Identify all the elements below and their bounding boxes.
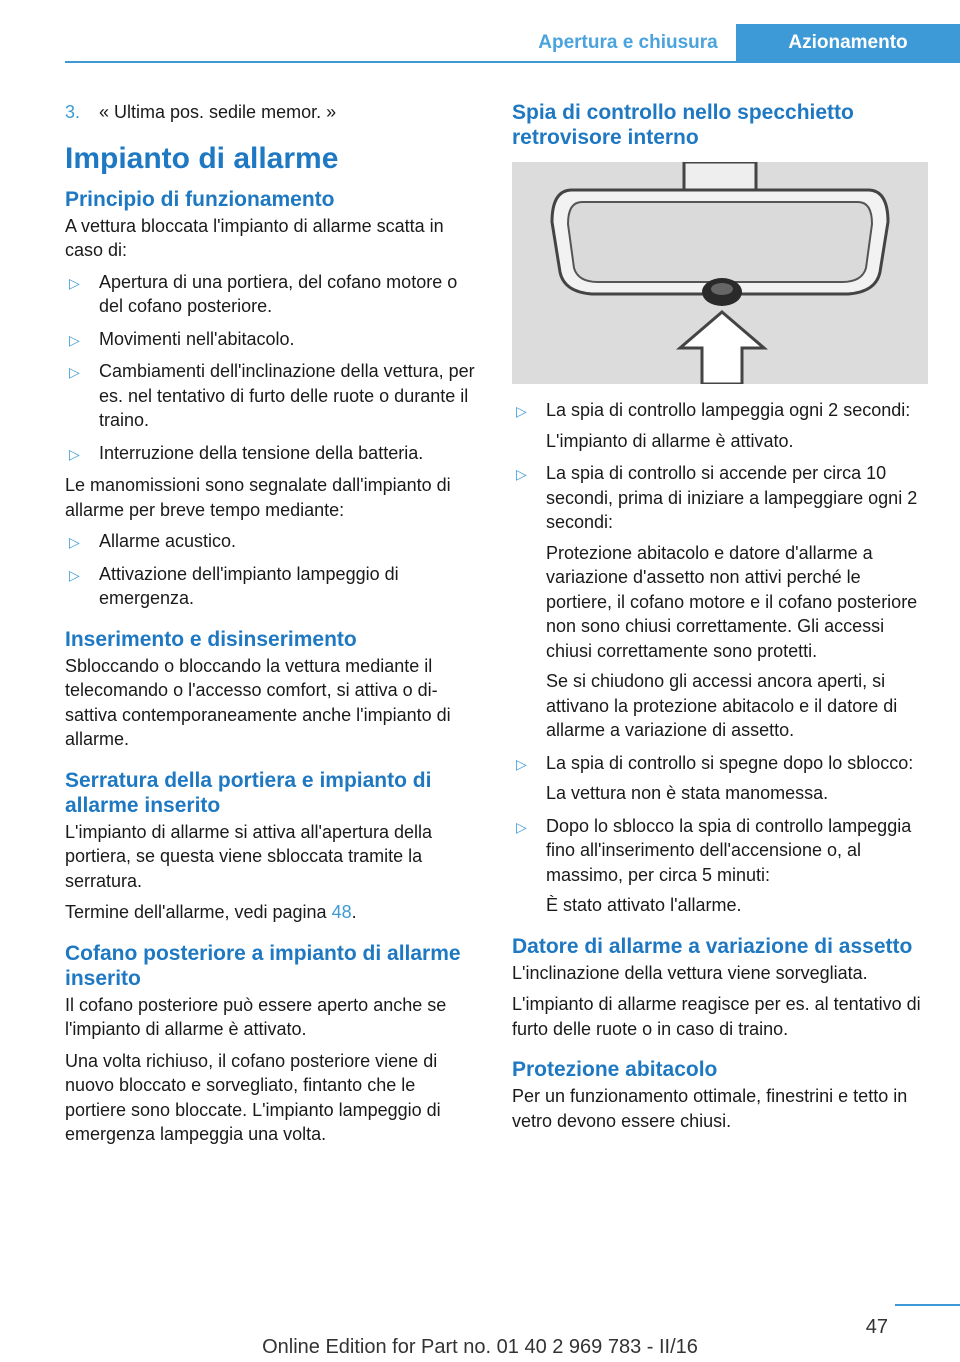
right-column (512, 100, 928, 1140)
list-item-3 (65, 100, 480, 125)
spia-bullets (512, 398, 928, 918)
list-item: ▷ La spia di controllo lampeggia ogni 2 secondi: L'impianto di allarme è attivato. (516, 400, 911, 451)
list-number: 3. (65, 102, 81, 122)
header-chapter-tab[interactable]: Azionamento (736, 24, 960, 61)
triangle-right-outline-icon: ▷ (69, 331, 80, 348)
triangle-right-outline-icon: ▷ (69, 274, 80, 291)
mirror-icon (512, 162, 928, 384)
protezione-text: Per un funzionamento ottimale, finestrini e tetto in vetro devono essere chiusi. (512, 1086, 908, 1131)
datore-text2: L'impianto di allarme reagisce per es. al tentativo di furto delle ruote o in caso di traino. (512, 994, 921, 1039)
triangle-right-outline-icon: ▷ (516, 403, 527, 419)
list-item: ▷ La spia di controllo si spegne dopo lo sblocco: La vettura non è stata manomessa. (516, 752, 914, 803)
footer-rule (895, 1304, 960, 1306)
section-title: Impianto di allarme (65, 141, 339, 175)
principio-bullets2 (65, 529, 480, 611)
list-item: ▷ Attivazione dell'impianto lampeggio di emergenza. (69, 563, 399, 608)
page-link[interactable]: 48 (331, 902, 352, 922)
list-item: ▷ Cambiamenti dell'inclinazione della vettura, per es. nel tentativo di furto delle ruote o durante il traino. (69, 361, 475, 430)
principio-intro: A vettura bloccata l'impianto di allarme scatta in caso di: (65, 215, 444, 260)
heading-spia: Spia di controllo nello specchietto retrovisore interno (512, 101, 854, 149)
inserimento-text: Sbloccando o bloccando la vettura mediante il telecomando o l'accesso comfort, si attiva o disattiva contemporaneamente anche l'impianto di allarme. (65, 655, 451, 749)
triangle-right-outline-icon: ▷ (516, 755, 527, 772)
triangle-right-outline-icon: ▷ (69, 566, 80, 583)
serratura-ref: Termine dell'allarme, vedi pagina 48. (65, 902, 357, 922)
principio-para2: Le manomissioni sono segnalate dall'impianto di allarme per breve tempo mediante: (65, 475, 451, 520)
heading-protezione: Protezione abitacolo (512, 1058, 718, 1081)
list-item: ▷ Apertura di una portiera, del cofano motore o del cofano posteriore. (69, 271, 458, 316)
heading-datore: Datore di allarme a variazione di assetto (512, 934, 913, 958)
left-column (65, 100, 480, 1154)
list-item: ▷ Allarme acustico. (65, 529, 480, 554)
triangle-right-outline-icon: ▷ (516, 818, 527, 835)
page-number: 47 (865, 1316, 888, 1338)
cofano-text1: Il cofano posteriore può essere aperto anche se l'impianto di allarme è attivato. (65, 994, 447, 1039)
list-item: ▷ Dopo lo sblocco la spia di controllo lampeggia fino all'inserimento dell'accensione o, al massimo, per circa 5 minuti: È stato attivato l'allarme. (516, 815, 912, 915)
principio-bullets (65, 270, 480, 466)
header-rule (65, 61, 960, 63)
header-section-tab[interactable]: Apertura e chiusura (538, 31, 718, 53)
rearview-mirror-illustration (512, 162, 928, 384)
heading-serratura: Serratura della portiera e impianto di allarme inserito (65, 768, 432, 817)
triangle-right-outline-icon: ▷ (69, 445, 80, 462)
triangle-right-outline-icon: ▷ (516, 466, 527, 482)
cofano-text2: Una volta richiuso, il cofano posteriore viene di nuovo bloccato e sorvegliato, fintanto che le portiere sono bloccate. L'impianto lampeggio di emergenza lampeggia una volta. (65, 1050, 441, 1144)
triangle-right-outline-icon: ▷ (69, 364, 80, 380)
heading-cofano: Cofano posteriore a impianto di allarme inserito (65, 941, 461, 990)
list-item-text: « Ultima pos. sedile memor. » (99, 102, 337, 122)
footer-edition: Online Edition for Part no. 01 40 2 969 783 - II/16 (262, 1336, 698, 1358)
list-item: ▷ La spia di controllo si accende per circa 10 secondi, prima di iniziare a lampeggiare ogni 2 secondi: Protezione abitacolo e datore d'allarme a variazione d'assetto non attivi perché le portiere, il cofano motore e il cofano posteriore non sono chiusi correttamente. Gli accessi chiusi correttamente sono protetti. Se si chiudono gli accessi ancora aperti, si attivano la protezione abitacolo e il datore di allarme a variazione di assetto. (516, 463, 918, 740)
datore-text1: L'inclinazione della vettura viene sorvegliata. (512, 962, 868, 983)
list-item: ▷ Movimenti nell'abitacolo. (65, 327, 480, 352)
list-item: ▷ Interruzione della tensione della batteria. (65, 441, 480, 466)
heading-principio: Principio di funzionamento (65, 187, 335, 211)
heading-inserimento: Inserimento e disinserimento (65, 627, 357, 651)
triangle-right-outline-icon: ▷ (69, 534, 80, 550)
serratura-text: L'impianto di allarme si attiva all'apertura della portiera, se questa viene sbloccata tramite la serratura. (65, 821, 433, 891)
